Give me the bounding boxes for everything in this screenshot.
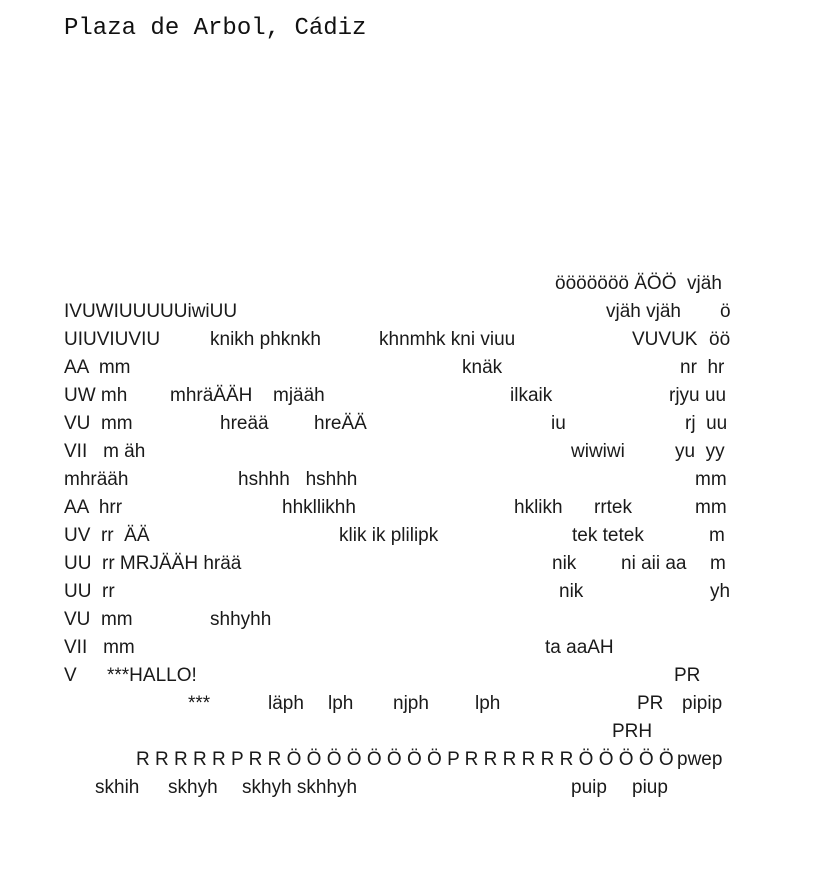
poem-segment: pwep — [677, 749, 723, 770]
poem-segment: VII mm — [64, 637, 135, 658]
poem-segment: VU mm — [64, 413, 133, 434]
poem-segment: hhkllikhh — [282, 497, 356, 518]
poem-line — [0, 440, 814, 468]
poem-segment: wiwiwi — [571, 441, 625, 462]
poem-segment: UU rr MRJÄÄH hrää — [64, 553, 242, 574]
poem-segment: rrtek — [594, 497, 632, 518]
poem-segment: UW mh — [64, 385, 128, 406]
poem-segment: läph — [268, 693, 304, 714]
poem-segment: hshhh hshhh — [238, 469, 358, 490]
poem-segment: rj uu — [685, 413, 728, 434]
poem-segment: V — [64, 665, 77, 686]
poem-line — [0, 720, 814, 748]
poem-segment: khnmhk kni viuu — [379, 329, 516, 350]
poem-line — [0, 524, 814, 552]
poem-line — [0, 468, 814, 496]
poem-segment: ilkaik — [510, 385, 553, 406]
poem-segment: UV rr ÄÄ — [64, 525, 150, 546]
poem-segment: AA hrr — [64, 497, 123, 518]
poem-segment: rjyu uu — [669, 385, 727, 406]
poem-segment: IVUWIUUUUUiwiUU — [64, 301, 238, 322]
poem-segment: ***HALLO! — [107, 665, 197, 686]
poem-segment: shhyhh — [210, 609, 272, 630]
poem-segment: UIUVIUVIU — [64, 329, 161, 350]
poem-segment: vjäh vjäh — [606, 301, 681, 322]
poem-line — [0, 328, 814, 356]
poem-segment: nik — [559, 581, 584, 602]
poem-segment: ööööööö ÄÖÖ vjäh — [555, 273, 722, 294]
poem-segment: mm — [695, 497, 727, 518]
poem-segment: ö — [720, 301, 731, 322]
poem-line — [0, 412, 814, 440]
poem-segment: piup — [632, 777, 668, 798]
poem-segment: knikh phknkh — [210, 329, 321, 350]
poem-line — [0, 608, 814, 636]
poem-line — [0, 496, 814, 524]
poem-segment: skhyh skhhyh — [242, 777, 358, 798]
poem-segment: mjääh — [273, 385, 325, 406]
poem-segment: lph — [475, 693, 501, 714]
poem-segment: puip — [571, 777, 607, 798]
poem-segment: m — [709, 525, 725, 546]
poem-line — [0, 776, 814, 804]
poem-segment: lph — [328, 693, 354, 714]
poem-segment: PR — [674, 665, 701, 686]
poem-segment: R R R R R P R R Ö Ö Ö Ö Ö Ö Ö Ö P R R R R R R Ö Ö Ö Ö Ö — [136, 749, 674, 770]
poem-segment: ni aii aa — [621, 553, 687, 574]
poem-segment: hreää — [220, 413, 269, 434]
poem-segment: ta aaAH — [545, 637, 614, 658]
document-title: Plaza de Arbol, Cádiz — [64, 15, 367, 42]
poem-line — [0, 272, 814, 300]
poem-segment: öö — [709, 329, 731, 350]
poem-segment: yu yy — [675, 441, 725, 462]
poem-segment: PRH — [612, 721, 653, 742]
poem-segment: mm — [695, 469, 727, 490]
poem-line — [0, 552, 814, 580]
poem-segment: tek tetek — [572, 525, 644, 546]
poem-line — [0, 384, 814, 412]
poem-line — [0, 692, 814, 720]
poem-segment: UU rr — [64, 581, 115, 602]
poem-segment: VU mm — [64, 609, 133, 630]
poem-segment: VUVUK — [632, 329, 698, 350]
poem-segment: nr hr — [680, 357, 725, 378]
poem-segment: yh — [710, 581, 731, 602]
poem-segment: knäk — [462, 357, 503, 378]
poem-segment: hreÄÄ — [314, 413, 367, 434]
poem-line — [0, 300, 814, 328]
poem-segment: VII m äh — [64, 441, 146, 462]
poem-segment: mhrääh — [64, 469, 129, 490]
poem-segment: m — [710, 553, 726, 574]
poem-line — [0, 356, 814, 384]
poem-segment: mhräÄÄH — [170, 385, 253, 406]
poem-line — [0, 748, 814, 776]
poem-segment: PR — [637, 693, 664, 714]
poem-segment: iu — [551, 413, 566, 434]
poem-segment: hklikh — [514, 497, 563, 518]
poem-line — [0, 664, 814, 692]
poem-segment: pipip — [682, 693, 723, 714]
poem-segment: skhyh — [168, 777, 218, 798]
poem-segment: klik ik plilipk — [339, 525, 439, 546]
poem-segment: AA mm — [64, 357, 131, 378]
poem-segment: njph — [393, 693, 429, 714]
poem-line — [0, 580, 814, 608]
poem-segment: skhih — [95, 777, 140, 798]
poem-segment: nik — [552, 553, 577, 574]
poem-segment: *** — [188, 693, 211, 714]
poem-line — [0, 636, 814, 664]
